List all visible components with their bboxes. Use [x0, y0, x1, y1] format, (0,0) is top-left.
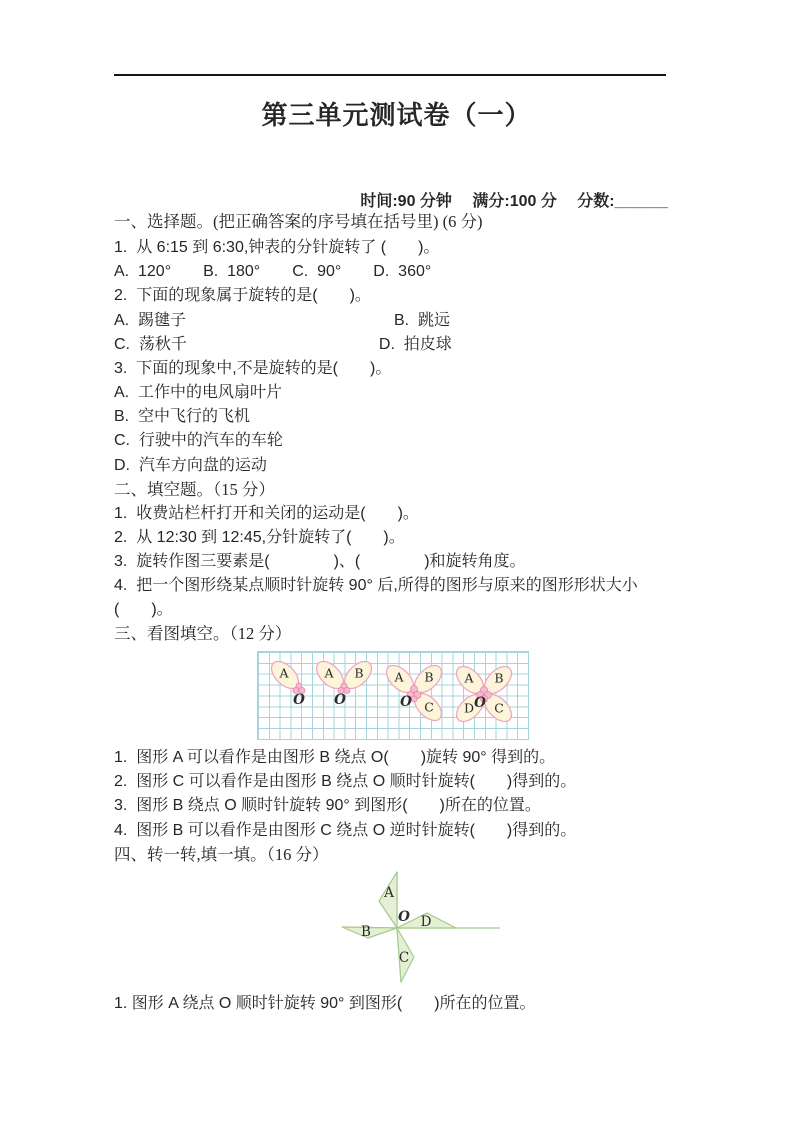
- s1-q3: 3. 下面的现象中,不是旋转的是( )。: [114, 360, 392, 377]
- petal-rotation-figure: [257, 651, 529, 740]
- f4-petal-label-c: C: [494, 700, 504, 716]
- section-three-heading: 三、看图填空。（12 分）: [114, 624, 292, 643]
- f3-petal-label-c: C: [424, 699, 434, 715]
- page-title: 第三单元测试卷（一）: [261, 101, 532, 131]
- pinwheel-figure-svg: [330, 865, 515, 995]
- f2-petal-label-a: A: [324, 665, 334, 681]
- f3-petal-label-b: B: [424, 669, 434, 685]
- s1-q1-options: A. 120° B. 180° C. 90° D. 360°: [114, 263, 432, 280]
- f4-petal-label-b: B: [494, 670, 504, 686]
- f4-petal-label-a: A: [464, 670, 474, 686]
- f2-petal-label-b: B: [354, 665, 364, 681]
- s1-q3-option-b: B. 空中飞行的飞机: [114, 408, 251, 425]
- blade-label-d: D: [420, 914, 432, 930]
- s1-q2-options-cd: C. 荡秋千 D. 拍皮球: [114, 336, 452, 353]
- section-two-heading: 二、填空题。（15 分）: [114, 480, 275, 499]
- f3-center-label-o: O: [400, 694, 412, 710]
- s2-q4-line2: ( )。: [114, 601, 173, 618]
- s2-q2: 2. 从 12:30 到 12:45,分针旋转了( )。: [114, 529, 405, 546]
- section-one-heading: 一、选择题。(把正确答案的序号填在括号里) (6 分): [114, 212, 483, 231]
- s1-q3-option-d: D. 汽车方向盘的运动: [114, 457, 267, 474]
- blade-label-a: A: [384, 885, 394, 901]
- pinwheel-center-label-o: O: [398, 909, 410, 925]
- top-rule-line: [114, 74, 666, 76]
- f3-petal-label-a: A: [394, 669, 404, 685]
- s1-q1: 1. 从 6:15 到 6:30,钟表的分针旋转了 ( )。: [114, 239, 440, 256]
- s1-q3-option-c: C. 行驶中的汽车的车轮: [114, 432, 283, 449]
- f1-center-label-o: O: [293, 692, 305, 708]
- s1-q2-options-ab: A. 踢毽子 B. 跳远: [114, 312, 451, 329]
- s2-q4-line1: 4. 把一个图形绕某点顺时针旋转 90° 后,所得的图形与原来的图形形状大小: [114, 577, 638, 594]
- s2-q3: 3. 旋转作图三要素是( )、( )和旋转角度。: [114, 553, 526, 570]
- blade-label-c: C: [398, 950, 410, 966]
- s3-q1: 1. 图形 A 可以看作是由图形 B 绕点 O( )旋转 90° 得到的。: [114, 749, 556, 766]
- f1-petal-label-a: A: [279, 665, 289, 681]
- pinwheel-rotation-figure: [330, 865, 515, 995]
- s1-q3-option-a: A. 工作中的电风扇叶片: [114, 384, 283, 401]
- f2-center-label-o: O: [334, 692, 346, 708]
- s4-q1: 1. 图形 A 绕点 O 顺时针旋转 90° 到图形( )所在的位置。: [114, 995, 536, 1012]
- s3-q4: 4. 图形 B 可以看作是由图形 C 绕点 O 逆时针旋转( )得到的。: [114, 822, 577, 839]
- f4-petal-label-d: D: [463, 700, 475, 716]
- s3-q3: 3. 图形 B 绕点 O 顺时针旋转 90° 到图形( )所在的位置。: [114, 797, 541, 814]
- exam-meta-line: 时间:90 分钟 满分:100 分 分数:______: [360, 193, 668, 210]
- s1-q2: 2. 下面的现象属于旋转的是( )。: [114, 287, 371, 304]
- f4-center-label-o: O: [474, 695, 486, 711]
- s3-q2: 2. 图形 C 可以看作是由图形 B 绕点 O 顺时针旋转( )得到的。: [114, 773, 577, 790]
- blade-label-b: B: [361, 924, 371, 940]
- section-four-heading: 四、转一转,填一填。（16 分）: [114, 845, 329, 864]
- s2-q1: 1. 收费站栏杆打开和关闭的运动是( )。: [114, 505, 419, 522]
